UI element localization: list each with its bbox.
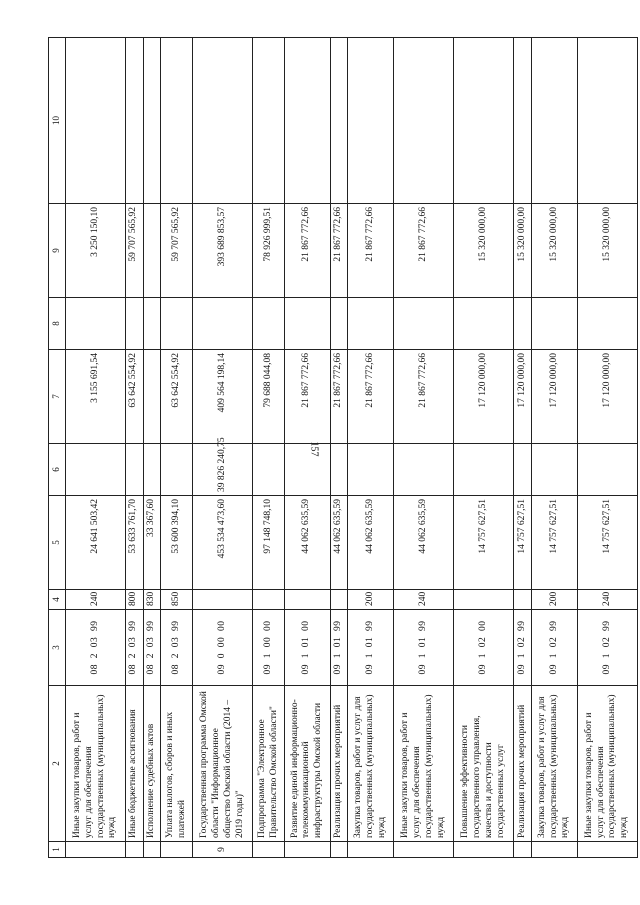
amount-col7: 21 867 772,66 <box>348 350 394 444</box>
amount-col8 <box>577 298 637 350</box>
amount-col7: 3 155 691,54 <box>66 350 126 444</box>
row-number <box>330 842 348 858</box>
item-name: Иные бюджетные ассигнования <box>126 686 144 842</box>
row-number <box>66 842 126 858</box>
amount-col8 <box>253 298 285 350</box>
item-name: Развитие единой информационно-телекоммуникационной инфраструктуры Омской области <box>284 686 330 842</box>
table-row <box>532 38 578 858</box>
amount-col8 <box>126 298 144 350</box>
amount-col10 <box>284 38 330 204</box>
amount-col5: 44 062 635,59 <box>330 496 348 590</box>
amount-col5: 53 633 761,70 <box>126 496 144 590</box>
amount-col6 <box>330 444 348 496</box>
col-header: 5 <box>49 496 66 590</box>
amount-col10 <box>330 38 348 204</box>
row-number <box>514 842 532 858</box>
amount-col7: 17 120 000,00 <box>532 350 578 444</box>
amount-col6 <box>454 444 514 496</box>
amount-col7: 21 867 772,66 <box>394 350 454 444</box>
amount-col6 <box>253 444 285 496</box>
table-row <box>284 38 330 858</box>
amount-col5: 53 600 394,10 <box>161 496 193 590</box>
table-body <box>49 38 638 858</box>
amount-col7: 63 642 554,92 <box>126 350 144 444</box>
expense-type <box>330 590 348 610</box>
row-number <box>284 842 330 858</box>
amount-col8 <box>330 298 348 350</box>
expense-type: 800 <box>126 590 144 610</box>
amount-col10 <box>143 38 161 204</box>
amount-col9: 59 707 565,92 <box>126 204 144 298</box>
item-name: Реализация прочих мероприятий <box>514 686 532 842</box>
budget-code: 09 1 02 99 <box>577 610 637 686</box>
row-number <box>577 842 637 858</box>
table-row <box>394 38 454 858</box>
amount-col10 <box>394 38 454 204</box>
amount-col6 <box>348 444 394 496</box>
amount-col9: 59 707 565,92 <box>161 204 193 298</box>
budget-code: 09 1 01 99 <box>348 610 394 686</box>
row-number <box>126 842 144 858</box>
item-name: Иные закупки товаров, работ и услуг для обеспечения государственных (муниципальных) нужд <box>66 686 126 842</box>
rotated-table-container <box>48 38 638 858</box>
item-name: Государственная программа Омской области "Информационное общество Омской области (2014 – 2019 годы)" <box>193 686 253 842</box>
header-row <box>49 38 66 858</box>
budget-code: 09 1 01 99 <box>330 610 348 686</box>
col-header: 6 <box>49 444 66 496</box>
amount-col9: 15 320 000,00 <box>577 204 637 298</box>
item-name: Исполнение судебных актов <box>143 686 161 842</box>
expense-type: 200 <box>348 590 394 610</box>
row-number <box>253 842 285 858</box>
expense-type: 850 <box>161 590 193 610</box>
amount-col5: 33 367,60 <box>143 496 161 590</box>
budget-table <box>48 37 638 858</box>
amount-col7: 17 120 000,00 <box>577 350 637 444</box>
page-number: 157 <box>308 441 320 457</box>
amount-col8 <box>532 298 578 350</box>
budget-code: 08 2 03 99 <box>66 610 126 686</box>
col-header: 7 <box>49 350 66 444</box>
amount-col6 <box>577 444 637 496</box>
table-row <box>348 38 394 858</box>
amount-col9: 21 867 772,66 <box>284 204 330 298</box>
amount-col5: 44 062 635,59 <box>284 496 330 590</box>
row-number <box>143 842 161 858</box>
col-header: 4 <box>49 590 66 610</box>
expense-type <box>454 590 514 610</box>
amount-col8 <box>348 298 394 350</box>
amount-col10 <box>126 38 144 204</box>
col-header: 2 <box>49 686 66 842</box>
row-number <box>532 842 578 858</box>
amount-col10 <box>532 38 578 204</box>
amount-col8 <box>514 298 532 350</box>
amount-col6 <box>161 444 193 496</box>
amount-col10 <box>193 38 253 204</box>
amount-col7: 21 867 772,66 <box>330 350 348 444</box>
col-header: 10 <box>49 38 66 204</box>
table-row <box>514 38 532 858</box>
amount-col6 <box>66 444 126 496</box>
col-header: 1 <box>49 842 66 858</box>
amount-col5: 14 757 627,51 <box>514 496 532 590</box>
budget-code: 08 2 03 99 <box>143 610 161 686</box>
amount-col8 <box>284 298 330 350</box>
amount-col9: 21 867 772,66 <box>330 204 348 298</box>
row-number: 9 <box>193 842 253 858</box>
amount-col5: 14 757 627,51 <box>532 496 578 590</box>
item-name: Подпрограмма "Электронное Правительство Омской области" <box>253 686 285 842</box>
amount-col9: 21 867 772,66 <box>394 204 454 298</box>
expense-type: 830 <box>143 590 161 610</box>
row-number <box>161 842 193 858</box>
budget-code: 08 2 03 99 <box>161 610 193 686</box>
expense-type <box>284 590 330 610</box>
amount-col7: 79 688 044,08 <box>253 350 285 444</box>
amount-col9: 15 320 000,00 <box>454 204 514 298</box>
item-name: Закупка товаров, работ и услуг для государственных (муниципальных) нужд <box>532 686 578 842</box>
amount-col5: 44 062 635,59 <box>348 496 394 590</box>
amount-col6 <box>532 444 578 496</box>
amount-col10 <box>454 38 514 204</box>
budget-code: 09 1 01 00 <box>284 610 330 686</box>
amount-col6 <box>126 444 144 496</box>
item-name: Иные закупки товаров, работ и услуг для обеспечения государственных (муниципальных) нужд <box>394 686 454 842</box>
amount-col10 <box>577 38 637 204</box>
expense-type <box>253 590 285 610</box>
budget-code: 09 1 02 99 <box>532 610 578 686</box>
amount-col9: 393 689 853,57 <box>193 204 253 298</box>
item-name: Реализация прочих мероприятий <box>330 686 348 842</box>
amount-col10 <box>253 38 285 204</box>
expense-type <box>514 590 532 610</box>
expense-type: 240 <box>394 590 454 610</box>
amount-col7: 17 120 000,00 <box>454 350 514 444</box>
item-name: Иные закупки товаров, работ и услуг для обеспечения государственных (муниципальных) нужд <box>577 686 637 842</box>
amount-col7: 409 564 198,14 <box>193 350 253 444</box>
amount-col10 <box>161 38 193 204</box>
col-header: 9 <box>49 204 66 298</box>
budget-code: 09 1 00 00 <box>253 610 285 686</box>
amount-col5: 14 757 627,51 <box>577 496 637 590</box>
amount-col9: 3 250 150,10 <box>66 204 126 298</box>
table-row <box>577 38 637 858</box>
amount-col8 <box>394 298 454 350</box>
table-row <box>454 38 514 858</box>
amount-col8 <box>454 298 514 350</box>
table-row <box>253 38 285 858</box>
amount-col6 <box>143 444 161 496</box>
item-name: Уплата налогов, сборов и иных платежей <box>161 686 193 842</box>
budget-code: 09 1 02 99 <box>514 610 532 686</box>
amount-col5: 453 534 473,60 <box>193 496 253 590</box>
expense-type: 240 <box>577 590 637 610</box>
table-row <box>193 38 253 858</box>
amount-col5: 44 062 635,59 <box>394 496 454 590</box>
amount-col10 <box>348 38 394 204</box>
amount-col7: 21 867 772,66 <box>284 350 330 444</box>
col-header: 3 <box>49 610 66 686</box>
expense-type: 240 <box>66 590 126 610</box>
amount-col5: 24 641 503,42 <box>66 496 126 590</box>
expense-type <box>193 590 253 610</box>
table-row <box>161 38 193 858</box>
amount-col10 <box>66 38 126 204</box>
budget-code: 09 0 00 00 <box>193 610 253 686</box>
amount-col8 <box>143 298 161 350</box>
amount-col10 <box>514 38 532 204</box>
table-row <box>66 38 126 858</box>
amount-col9: 15 320 000,00 <box>514 204 532 298</box>
table-row <box>330 38 348 858</box>
table-row <box>143 38 161 858</box>
row-number <box>348 842 394 858</box>
item-name: Повышение эффективности государственного управления, качества и доступности государственных услуг <box>454 686 514 842</box>
amount-col8 <box>66 298 126 350</box>
amount-col5: 14 757 627,51 <box>454 496 514 590</box>
amount-col5: 97 148 748,10 <box>253 496 285 590</box>
amount-col6 <box>514 444 532 496</box>
amount-col7: 17 120 000,00 <box>514 350 532 444</box>
budget-code: 09 1 01 99 <box>394 610 454 686</box>
amount-col8 <box>161 298 193 350</box>
amount-col9 <box>143 204 161 298</box>
amount-col8 <box>193 298 253 350</box>
amount-col9: 15 320 000,00 <box>532 204 578 298</box>
amount-col6 <box>394 444 454 496</box>
amount-col6: 39 826 240,75 <box>193 444 253 496</box>
row-number <box>394 842 454 858</box>
amount-col9: 78 926 999,51 <box>253 204 285 298</box>
row-number <box>454 842 514 858</box>
item-name: Закупка товаров, работ и услуг для государственных (муниципальных) нужд <box>348 686 394 842</box>
budget-code: 09 1 02 00 <box>454 610 514 686</box>
amount-col7: 63 642 554,92 <box>161 350 193 444</box>
budget-code: 08 2 03 99 <box>126 610 144 686</box>
col-header: 8 <box>49 298 66 350</box>
table-row <box>126 38 144 858</box>
amount-col6 <box>284 441 330 496</box>
expense-type: 200 <box>532 590 578 610</box>
amount-col9: 21 867 772,66 <box>348 204 394 298</box>
amount-col7 <box>143 350 161 444</box>
